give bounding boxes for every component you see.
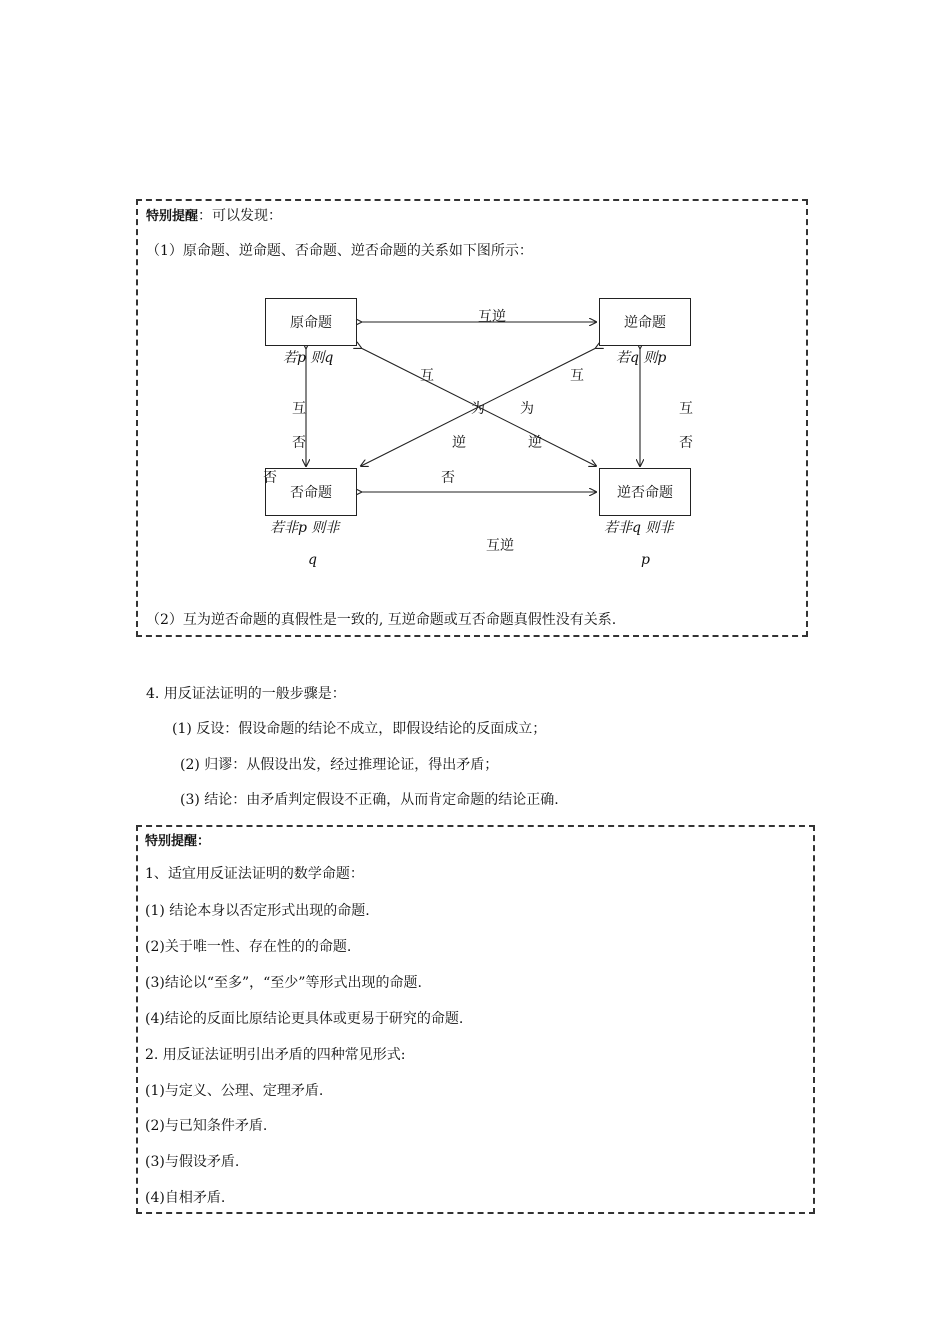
section-4-heading: 4. 用反证法证明的一般步骤是： (146, 686, 346, 702)
label-top: 互逆 (478, 309, 506, 325)
cond-inverse-a: 若非p 则非 (270, 520, 340, 536)
node-converse: 逆命题 (599, 298, 691, 346)
reminder-title-rest: ：可以发现： (198, 208, 283, 224)
step-2: (2) 归谬：从假设出发，经过推理论证，得出矛盾； (180, 757, 499, 773)
label-diag-1: 互 (420, 368, 434, 384)
label-bottom: 互逆 (486, 538, 514, 554)
cond-contrapositive-a: 若非q 则非 (604, 520, 674, 536)
label-left-3: 否 (263, 470, 277, 486)
reminder-2-line: (4)自相矛盾. (145, 1190, 226, 1206)
reminder-2-line: (1) 结论本身以否定形式出现的命题. (145, 903, 370, 919)
cond-original: 若p 则q (283, 350, 334, 366)
reminder-2-line: 2. 用反证法证明引出矛盾的四种常见形式: (145, 1047, 406, 1063)
label-left-2: 否 (292, 435, 306, 451)
label-right-1: 互 (679, 401, 693, 417)
cond-contrapositive-b: p (641, 552, 650, 568)
label-right-2: 否 (679, 435, 693, 451)
reminder-title-2: 特别提醒： (145, 834, 211, 849)
reminder-2-line: (3)结论以“至多”，“至少”等形式出现的命题. (145, 975, 422, 991)
relation-intro-line: （1）原命题、逆命题、否命题、逆否命题的关系如下图所示： (146, 243, 533, 259)
reminder-2-line: (2)关于唯一性、存在性的的命题. (145, 939, 352, 955)
label-diag-5: 互 (570, 368, 584, 384)
label-diag-2: 为 (471, 401, 485, 417)
step-3: (3) 结论：由矛盾判定假设不正确，从而肯定命题的结论正确. (180, 792, 559, 808)
label-diag-7: 逆 (528, 435, 542, 451)
reminder-2-line: (4)结论的反面比原结论更具体或更易于研究的命题. (145, 1011, 464, 1027)
reminder-title-1 (146, 208, 282, 225)
label-diag-3: 逆 (452, 435, 466, 451)
reminder-2-line: (3)与假设矛盾. (145, 1154, 240, 1170)
cond-converse: 若q 则p (616, 350, 667, 366)
label-diag-4: 否 (441, 470, 455, 486)
reminder-2-line: (2)与已知条件矛盾. (145, 1118, 268, 1134)
reminder-2-line: (1)与定义、公理、定理矛盾. (145, 1083, 324, 1099)
truth-relation-line: （2）互为逆否命题的真假性是一致的, 互逆命题或互否命题真假性没有关系. (146, 612, 617, 628)
reminder-2-line: 1、适宜用反证法证明的数学命题： (145, 866, 364, 882)
step-1: (1) 反设：假设命题的结论不成立，即假设结论的反面成立； (172, 721, 547, 737)
label-diag-6: 为 (520, 401, 534, 417)
label-left-1: 互 (292, 401, 306, 417)
cond-inverse-b: q (308, 552, 317, 568)
reminder-title-bold: 特别提醒 (146, 209, 199, 224)
node-original: 原命题 (265, 298, 357, 346)
reminder-box-1 (136, 199, 808, 637)
node-inverse: 否命题 (265, 468, 357, 516)
node-contrapositive: 逆否命题 (599, 468, 691, 516)
